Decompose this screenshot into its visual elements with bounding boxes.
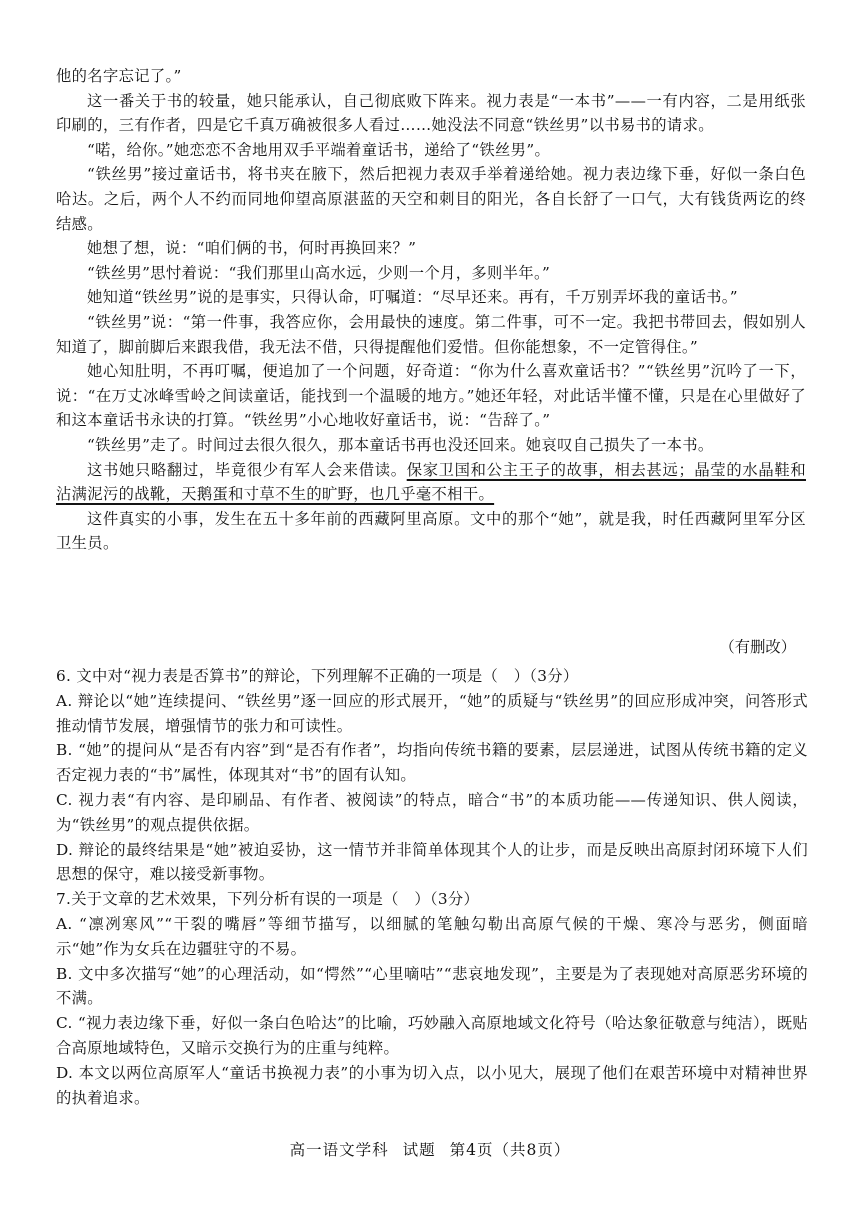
passage-paragraph-3: “喏，给你。”她恋恋不舍地用双手平端着童话书，递给了“铁丝男”。 [87, 140, 551, 159]
passage-paragraph-4: “铁丝男”接过童话书，将书夹在腋下，然后把视力表双手举着递给她。视力表边缘下垂，好似一条白色哈达。之后，两个人不约而同地仰望高原湛蓝的天空和刺目的阳光，各自长舒了一口气，大有钱货两讫的终结感。 [56, 165, 806, 233]
questions-section [56, 664, 808, 1110]
footer-subject: 高一语文学科 [289, 1141, 389, 1159]
passage-paragraph-7: 她知道“铁丝男”说的是事实，只得认命，叮嘱道：“尽早还来。再有，千万别弄坏我的童话书。” [87, 288, 738, 307]
underlined-sentence: 保家卫国和公主王子的故事，相去甚远；晶莹的水晶鞋和沾满泥污的战靴，天鹅蛋和寸草不生的旷野，也几乎毫不相干。 [56, 460, 806, 504]
question-6-option-a: A. 辩论以“她”连续提问、“铁丝男”逐一回应的形式展开，“她”的质疑与“铁丝男”的回应形成冲突，问答形式推动情节发展，增强情节的张力和可读性。 [56, 691, 808, 735]
passage-paragraph-6: “铁丝男”思忖着说：“我们那里山高水远，少则一个月，多则半年。” [87, 263, 551, 282]
question-6-option-d: D. 辩论的最终结果是“她”被迫妥协，这一情节并非简单体现其个人的让步，而是反映出高原封闭环境下人们思想的保守，难以接受新事物。 [56, 840, 808, 884]
question-7-option-c: C. “视力表边缘下垂，好似一条白色哈达”的比喻，巧妙融入高原地域文化符号（哈达象征敬意与纯洁），既贴合高原地域特色，又暗示交换行为的庄重与纯粹。 [56, 1014, 808, 1057]
question-6-option-b: B. “她”的提问从“是否有内容”到“是否有作者”，均指向传统书籍的要素，层层递进，试图从传统书籍的定义否定视力表的“书”属性，体现其对“书”的固有认知。 [56, 741, 808, 785]
passage-paragraph-2: 这一番关于书的较量，她只能承认，自己彻底败下阵来。视力表是“一本书”——一有内容，二是用纸张印刷的，三有作者，四是它千真万确被很多人看过……她没法不同意“铁丝男”以书易书的请求。 [56, 91, 806, 135]
question-7-option-b: B. 文中多次描写“她”的心理活动，如“愕然”“心里嘀咕”“悲哀地发现”，主要是为了表现她对高原恶劣环境的不满。 [56, 964, 808, 1008]
question-7-option-a: A. “凛冽寒风”“干裂的嘴唇”等细节描写，以细腻的笔触勾勒出高原气候的干燥、寒冷与恶劣，侧面暗示“她”作为女兵在边疆驻守的不易。 [56, 914, 808, 958]
passage-paragraph-1: 他的名字忘记了。” [56, 67, 182, 85]
question-7-stem: 7.关于文章的艺术效果，下列分析有误的一项是（ ）（3分） [56, 890, 480, 909]
reading-passage [56, 64, 806, 556]
question-6-stem: 6. 文中对“视力表是否算书”的辩论，下列理解不正确的一项是（ ）（3分） [56, 667, 579, 685]
passage-paragraph-5: 她想了想，说：“咱们俩的书，何时再换回来？” [87, 239, 417, 258]
question-6-option-c: C. 视力表“有内容、是印刷品、有作者、被阅读”的特点，暗合“书”的本质功能——传递知识、供人阅读，为“铁丝男”的观点提供依据。 [56, 790, 808, 834]
abridged-note: （有删改） [719, 638, 796, 656]
passage-paragraph-10: “铁丝男”走了。时间过去很久很久，那本童话书再也没还回来。她哀叹自己损失了一本书。 [87, 435, 714, 454]
question-7-option-d: D. 本文以两位高原军人“童话书换视力表”的小事为切入点，以小见大，展现了他们在艰苦环境中对精神世界的执着追求。 [56, 1063, 808, 1107]
passage-paragraph-9: 她心知肚明，不再叮嘱，便追加了一个问题，好奇道：“你为什么喜欢童话书？”“铁丝男”沉吟了一下，说：“在万丈冰峰雪岭之间读童话，能找到一个温暖的地方。”她还年轻，对此话半懂不懂，只是在心里做好了和这本童话书永诀的打算。“铁丝男”小心地收好童话书，说：“告辞了。” [56, 362, 806, 430]
page-footer [0, 1138, 860, 1160]
passage-paragraph-11-text: 这书她只略翻过，毕竟很少有军人会来借读。 [87, 460, 407, 479]
passage-paragraph-8: “铁丝男”说：“第一件事，我答应你，会用最快的速度。第二件事，可不一定。我把书带回去，假如别人知道了，脚前脚后来跟我借，我无法不借，只得提醒他们爱惜。但你能想象，不一定管得住。” [56, 312, 806, 356]
passage-paragraph-12: 这件真实的小事，发生在五十多年前的西藏阿里高原。文中的那个“她”，就是我，时任西藏阿里军分区卫生员。 [56, 509, 806, 553]
footer-page-number: 第4页（共8页） [449, 1141, 571, 1159]
passage-paragraph-11 [56, 458, 806, 507]
footer-type: 试题 [402, 1141, 436, 1159]
